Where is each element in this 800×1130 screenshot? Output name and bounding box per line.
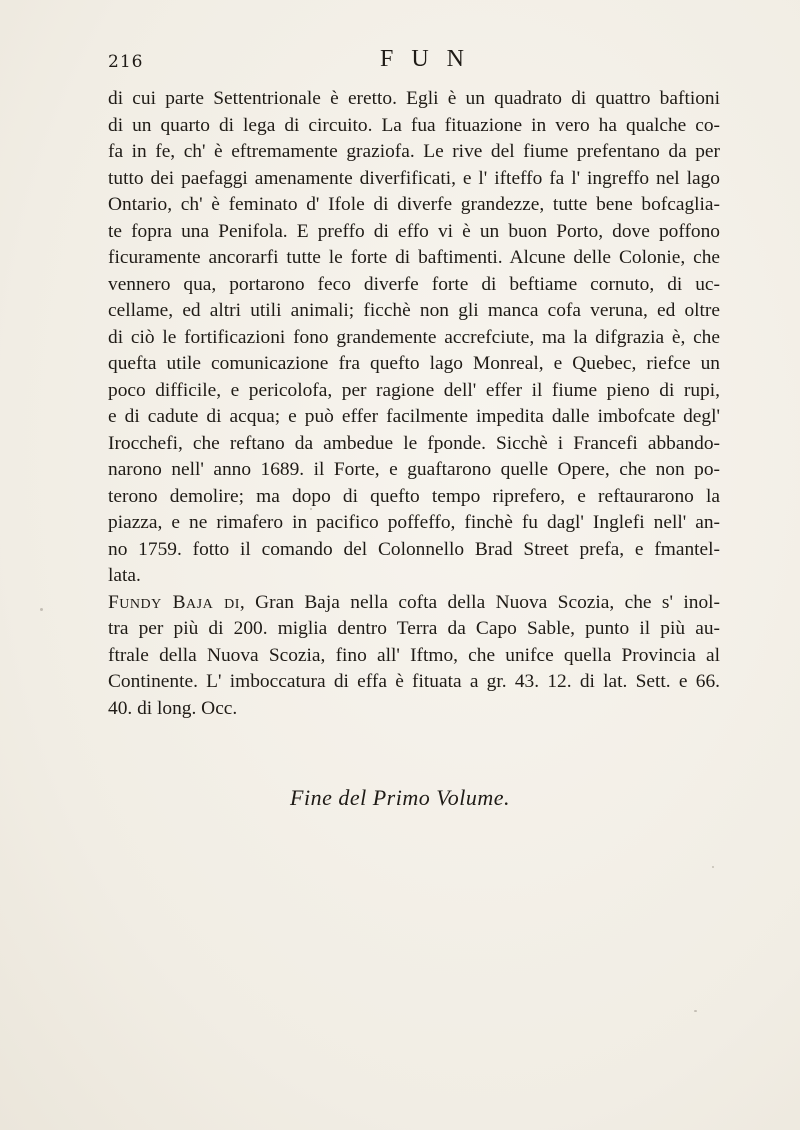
running-head: F U N <box>380 46 471 72</box>
text-line: di un quarto di lega di circuito. La fua fituazione in vero ha qualche co- <box>108 114 720 136</box>
entry-first-line-rest: , Gran Baja nella cofta della Nuova Scozia, che s' inol- <box>239 591 720 613</box>
paper-speck <box>40 608 43 611</box>
text-line: Ontario, ch' è feminato d' Ifole di diverfe grandezze, tutte bene bofcaglia- <box>108 194 720 215</box>
text-line: tutto dei paefaggi amenamente diverfificati, e l' ifteffo fa l' ingreffo nel lago <box>108 167 720 189</box>
entry-line: Continente. L' imboccatura di effa è fituata a gr. 43. 12. di lat. Sett. e 66. <box>108 671 720 692</box>
entry-headword: Fundy Baja di <box>108 591 240 613</box>
text-line: Irocchefi, che reftano da ambedue le fponde. Sicchè i Francefi abbando- <box>108 432 720 454</box>
page-header <box>108 46 708 76</box>
text-line: quefta utile comunicazione fra quefto lago Monreal, e Quebec, riefce un <box>108 353 720 374</box>
text-line: di cui parte Settentrionale è eretto. Egli è un quadrato di quattro baftioni <box>108 88 720 109</box>
text-line: fa in fe, ch' è eftremamente graziofa. Le rive del fiume prefentano da per <box>108 141 720 162</box>
text-line: e di cadute di acqua; e può effer facilmente impedita dalle imbofcate degl' <box>108 406 720 427</box>
text-line: no 1759. fotto il comando del Colonnello Brad Street prefa, e fmantel- <box>108 538 720 560</box>
page-number: 216 <box>108 52 144 72</box>
entry-line: ftrale della Nuova Scozia, fino all' Iftmo, che unifce quella Provincia al <box>108 644 720 666</box>
text-line: narono nell' anno 1689. il Forte, e guaftarono quelle Opere, che non po- <box>108 459 720 480</box>
text-line: poco difficile, e pericolofa, per ragione dell' effer il fiume pieno di rupi, <box>108 379 720 401</box>
entry-first-line <box>108 590 720 617</box>
text-line: vennero qua, portarono feco diverfe forte di beftiame cornuto, di uc- <box>108 273 720 295</box>
paper-speck <box>712 866 714 868</box>
text-line: piazza, e ne rimafero in pacifico poffeffo, finchè fu dagl' Inglefi nell' an- <box>108 512 720 533</box>
paper-speck <box>310 508 312 510</box>
body-text <box>108 86 720 722</box>
entry-line: tra per più di 200. miglia dentro Terra da Capo Sable, punto il più au- <box>108 618 720 639</box>
text-line: ficuramente ancorarfi tutte le forte di baftimenti. Alcune delle Colonie, che <box>108 247 720 268</box>
paper-speck <box>694 1010 697 1012</box>
text-line: cellame, ed altri utili animali; ficchè non gli manca cofa veruna, ed oltre <box>108 300 720 321</box>
text-line: te fopra una Penifola. E preffo di effo vi è un buon Porto, dove poffono <box>108 220 720 242</box>
end-of-volume-note: Fine del Primo Volume. <box>290 785 510 810</box>
entry-line: 40. di long. Occ. <box>108 697 238 719</box>
text-line: di ciò le fortificazioni fono grandemente accrefciute, ma la difgrazia è, che <box>108 326 720 348</box>
text-line: terono demolire; ma dopo di quefto tempo riprefero, e reftaurarono la <box>108 485 720 507</box>
text-line: lata. <box>108 565 141 586</box>
